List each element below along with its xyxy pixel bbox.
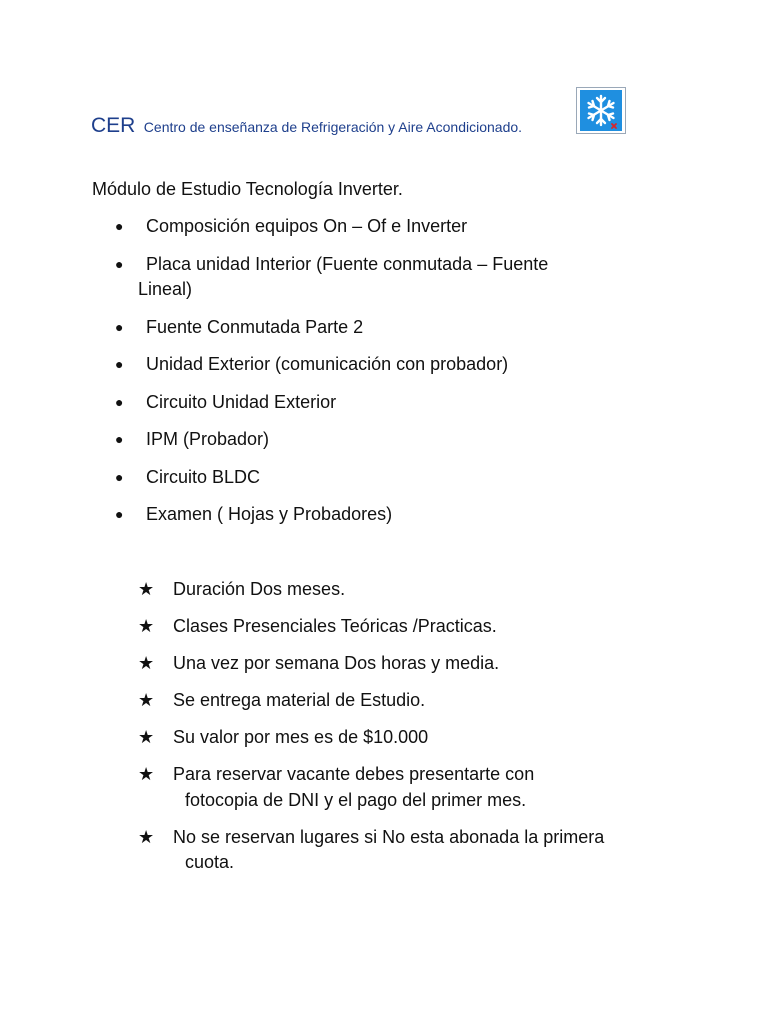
list-item [115,465,616,491]
list-item-text: Para reservar vacante debes presentarte con [173,764,535,784]
bullet-icon: ● [115,356,124,372]
list-item [138,825,663,876]
list-item [115,502,616,528]
list-item [138,651,663,677]
bullet-icon: ● [115,255,124,272]
bullet-icon: ● [115,468,124,485]
list-item-text: Fuente Conmutada Parte 2 [146,316,364,337]
list-item-text: Unidad Exterior (comunicación con probador) [146,354,509,374]
bullet-icon: ● [115,393,124,410]
document-header [91,114,522,138]
list-item-text: Duración Dos meses. [173,579,346,599]
list-item [115,352,616,378]
list-item-text: Se entrega material de Estudio. [173,690,426,710]
star-icon: ★ [138,826,155,847]
module-list [115,214,616,540]
bullet-icon: ● [115,506,124,522]
list-item [115,427,616,453]
list-item-text: Su valor por mes es de $10.000 [173,727,429,747]
star-icon: ★ [138,727,155,747]
list-item-text: Una vez por semana Dos horas y media. [173,653,500,673]
organization-abbreviation: CER [91,114,136,137]
list-item-text: IPM (Probador) [146,429,270,449]
star-icon: ★ [138,764,155,784]
star-icon: ★ [138,653,155,673]
list-item-continuation: cuota. [185,852,235,872]
list-item [115,315,616,341]
list-item [138,688,663,714]
bullet-icon: ● [115,318,124,335]
star-icon: ★ [138,690,155,710]
list-item [138,762,663,813]
star-icon: ★ [138,579,155,599]
list-item-text: No se reservan lugares si No esta abonada la primera [173,826,605,847]
bullet-icon: ● [115,218,124,234]
course-details-list [138,577,663,887]
star-icon: ★ [138,616,155,636]
list-item-continuation: Lineal) [138,279,193,299]
list-item-text: Clases Presenciales Teóricas /Practicas. [173,616,497,636]
snowflake-icon [576,87,626,134]
list-item-text: Composición equipos On – Of e Inverter [146,216,468,236]
list-item-continuation: fotocopia de DNI y el pago del primer mes. [185,789,527,810]
page-title: Módulo de Estudio Tecnología Inverter. [92,179,403,199]
list-item [138,577,663,603]
list-item [115,390,616,416]
organization-full-name: Centro de enseñanza de Refrigeración y Aire Acondicionado. [143,119,523,135]
list-item-text: Examen ( Hojas y Probadores) [146,504,393,524]
list-item [138,614,663,640]
list-item [138,725,663,751]
list-item-text: Placa unidad Interior (Fuente conmutada – Fuente [146,253,549,274]
list-item [115,214,616,240]
list-item-text: Circuito Unidad Exterior [146,391,337,412]
list-item-text: Circuito BLDC [146,466,261,487]
list-item [115,252,616,303]
bullet-icon: ● [115,431,124,447]
